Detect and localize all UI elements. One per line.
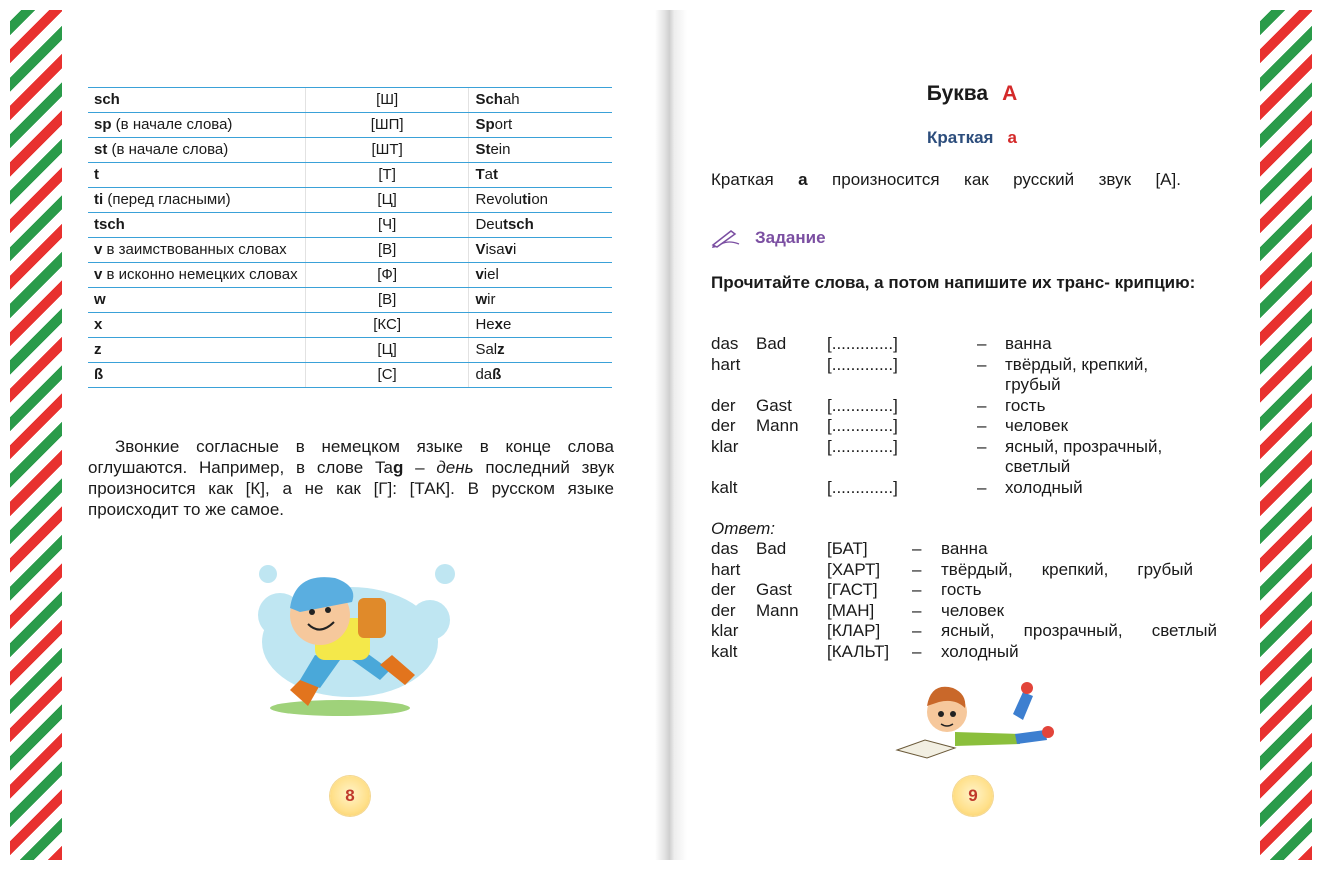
answer-transcription: [МАН] (827, 600, 875, 620)
right-decorative-border (1260, 10, 1312, 860)
answer-noun: Gast (756, 580, 792, 599)
table-row (88, 213, 612, 238)
answer-row (711, 559, 1193, 581)
word-translation: холодный (1005, 477, 1083, 497)
answer-row (711, 539, 988, 560)
letter-cell: v в исконно немецких словах (88, 263, 305, 288)
example-cell: Sport (469, 113, 612, 138)
dash: – (977, 395, 987, 415)
word-article: klar (711, 436, 739, 456)
transcription-blank: [.............] (827, 395, 898, 415)
answer-transcription: [ХАРТ] (827, 559, 881, 579)
answer-article: der (711, 580, 736, 599)
table-row (88, 288, 612, 313)
answer-meaning: твёрдый, крепкий, грубый (941, 559, 1193, 579)
sound-cell: [В] (305, 288, 469, 313)
table-row (88, 163, 612, 188)
transcription-blank: [.............] (827, 477, 898, 497)
answer-article: der (711, 600, 736, 620)
answer-meaning: ясный, прозрачный, светлый (941, 621, 1217, 640)
word-translation: ванна (1005, 334, 1052, 353)
answer-row (711, 641, 1019, 663)
dash: – (977, 354, 987, 374)
book-gutter (655, 10, 687, 860)
section-subtitle: Краткая a (927, 128, 1017, 147)
answer-article: hart (711, 559, 741, 579)
table-row (88, 313, 612, 338)
sound-cell: [ШТ] (305, 138, 469, 163)
sound-cell: [Ц] (305, 338, 469, 363)
answer-transcription: [БАТ] (827, 539, 868, 558)
table-row (88, 338, 612, 363)
dash: – (912, 580, 922, 599)
sound-cell: [КС] (305, 313, 469, 338)
table-row (88, 263, 612, 288)
dash: – (912, 559, 922, 579)
answer-noun: Mann (756, 600, 799, 620)
answer-section (711, 518, 1217, 662)
word-translation-continued: светлый (1005, 457, 1071, 476)
dash: – (912, 600, 922, 620)
answer-row (711, 580, 982, 601)
word-translation: человек (1005, 416, 1069, 435)
answer-article: das (711, 539, 739, 558)
table-row (88, 238, 612, 263)
answer-article: klar (711, 621, 739, 640)
sound-cell: [Ш] (305, 88, 469, 113)
word-noun: Gast (756, 395, 792, 415)
letter-cell: sp (в начале слова) (88, 113, 305, 138)
table-row (88, 88, 612, 113)
letter-cell: ti (перед гласными) (88, 188, 305, 213)
answer-row (711, 600, 1005, 622)
pronunciation-rule: Краткая a произносится как русский звук [А]. (711, 170, 1181, 189)
task-heading: Задание (711, 228, 826, 248)
transcription-blank: [.............] (827, 436, 898, 456)
example-cell: Revolution (469, 188, 612, 213)
example-cell: Visavi (469, 238, 612, 263)
answer-noun: Bad (756, 539, 787, 558)
task-instruction: Прочитайте слова, а потом напишите их транс- крипцию: (711, 273, 1196, 292)
dash: – (912, 621, 922, 640)
sound-cell: [Ч] (305, 213, 469, 238)
answer-meaning: ванна (941, 539, 988, 558)
word-translation: твёрдый, крепкий, (1005, 354, 1149, 374)
example-cell: daß (469, 363, 612, 388)
answer-list (711, 539, 1217, 662)
answer-meaning: гость (941, 580, 982, 599)
letter-cell: w (88, 288, 305, 313)
example-cell: viel (469, 263, 612, 288)
example-cell: Tat (469, 163, 612, 188)
word-translation: гость (1005, 395, 1046, 415)
word-noun: Bad (756, 334, 787, 353)
sound-cell: [Ф] (305, 263, 469, 288)
voiced-consonants-paragraph: Звонкие согласные в немецком языке в конце слова оглушаются. Например, в слове Tag – день последний звук произносится как [К], а не как [Г]: [ТАК]. В русском языке происходит то же самое. (88, 437, 615, 519)
dash: – (977, 416, 987, 435)
example-cell: Deutsch (469, 213, 612, 238)
answer-transcription: [КЛАР] (827, 621, 881, 640)
example-cell: Stein (469, 138, 612, 163)
answer-article: kalt (711, 641, 738, 661)
answer-label: Ответ: (711, 519, 776, 538)
running-boy-illustration (240, 560, 460, 720)
pencil-writing-icon (711, 228, 741, 248)
word-noun: Mann (756, 416, 799, 435)
example-cell: Hexe (469, 313, 612, 338)
answer-row (711, 621, 1217, 642)
word-article: kalt (711, 477, 738, 497)
word-article: hart (711, 354, 741, 374)
dash: – (977, 477, 987, 497)
letter-cell: z (88, 338, 305, 363)
transcription-blank: [.............] (827, 334, 898, 353)
table-row (88, 188, 612, 213)
letter-cell: tsch (88, 213, 305, 238)
table-row (88, 113, 612, 138)
letter-cell: st (в начале слова) (88, 138, 305, 163)
word-article: der (711, 395, 736, 415)
transcription-blank: [.............] (827, 354, 898, 374)
word-translation: ясный, прозрачный, (1005, 436, 1163, 456)
table-row (88, 363, 612, 388)
letter-cell: t (88, 163, 305, 188)
answer-meaning: человек (941, 600, 1005, 620)
page-title: Буква A (926, 82, 1018, 105)
dash: – (912, 539, 922, 558)
sound-cell: [ШП] (305, 113, 469, 138)
dash: – (912, 641, 922, 661)
example-cell: Salz (469, 338, 612, 363)
letter-sound-table (88, 87, 612, 388)
page-number-left: 8 (330, 776, 370, 816)
table-row (88, 138, 612, 163)
letter-cell: ß (88, 363, 305, 388)
letter-cell: x (88, 313, 305, 338)
sound-cell: [Т] (305, 163, 469, 188)
letter-cell: sch (88, 88, 305, 113)
reading-boy-illustration (895, 672, 1055, 760)
sound-cell: [С] (305, 363, 469, 388)
sound-cell: [В] (305, 238, 469, 263)
answer-transcription: [ГАСТ] (827, 580, 878, 599)
sound-cell: [Ц] (305, 188, 469, 213)
transcription-blank: [.............] (827, 416, 898, 435)
letter-cell: v в заимствованных словах (88, 238, 305, 263)
left-decorative-border (10, 10, 62, 860)
dash: – (977, 334, 987, 353)
answer-meaning: холодный (941, 641, 1019, 661)
word-translation-continued: грубый (1005, 375, 1061, 394)
example-cell: wir (469, 288, 612, 313)
page-number-right: 9 (953, 776, 993, 816)
word-article: das (711, 334, 739, 353)
example-cell: Schah (469, 88, 612, 113)
dash: – (977, 436, 987, 456)
answer-transcription: [КАЛЬТ] (827, 641, 890, 661)
word-article: der (711, 416, 736, 435)
